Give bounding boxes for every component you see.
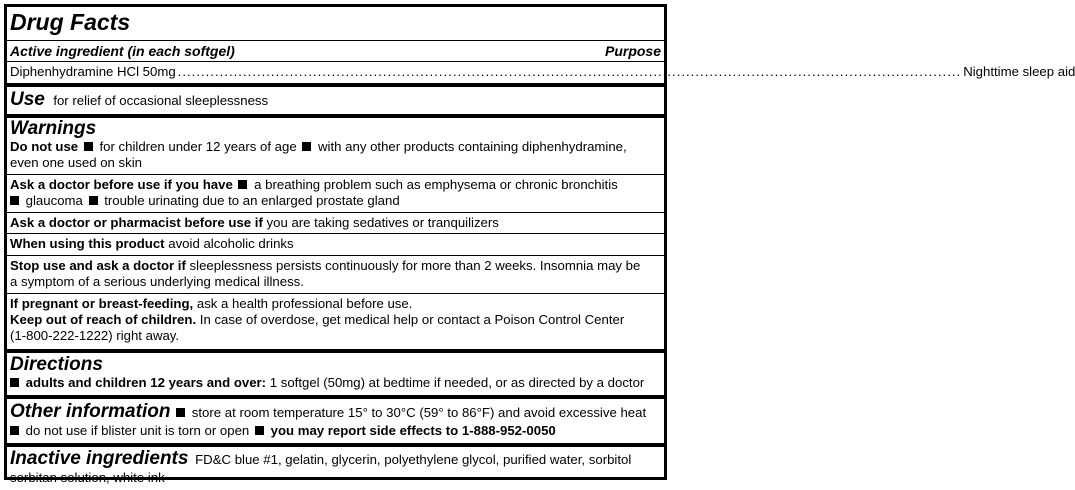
do-not-use-label: Do not use <box>10 139 79 154</box>
pregnant-text: ask a health professional before use. <box>196 296 413 311</box>
drug-facts-title-row <box>10 9 661 35</box>
stop-use-block <box>10 258 661 290</box>
active-ingredient-row <box>10 64 1075 80</box>
section-divider <box>7 349 664 353</box>
purpose-heading: Purpose <box>604 43 661 59</box>
directions-heading: Directions <box>10 354 103 375</box>
keep-out-text-cont: (1-800-222-1222) right away. <box>10 328 180 343</box>
ask-doctor-item: a breathing problem such as emphysema or chronic bronchitis <box>254 177 618 192</box>
ingredient-name: Diphenhydramine HCl 50mg <box>10 64 176 79</box>
directions-heading-row <box>10 354 661 376</box>
use-text: for relief of occasional sleeplessness <box>53 93 269 108</box>
directions-text: 1 softgel (50mg) at bedtime if needed, or as directed by a doctor <box>269 375 645 390</box>
bullet-icon <box>302 142 311 151</box>
directions-label: adults and children 12 years and over: <box>25 375 267 390</box>
other-info-heading: Other information <box>10 401 171 422</box>
do-not-use-item: with any other products containing diphenhydramine, <box>318 139 627 154</box>
title-divider <box>7 40 664 41</box>
inactive-text-cont: sorbitan solution, white ink <box>10 470 165 485</box>
warnings-divider <box>7 212 664 213</box>
dot-leader: ........................................................................................................................................................................ <box>177 64 962 79</box>
pregnant-block <box>10 296 661 344</box>
inactive-text: FD&C blue #1, gelatin, glycerin, polyethylene glycol, purified water, sorbitol <box>195 452 632 467</box>
warnings-heading: Warnings <box>10 118 97 139</box>
bullet-icon <box>10 196 19 205</box>
directions-block <box>10 375 661 391</box>
use-heading: Use <box>10 89 45 110</box>
active-ingredient-header <box>10 43 661 59</box>
do-not-use-item-cont: even one used on skin <box>10 155 142 170</box>
warnings-divider <box>7 255 664 256</box>
warnings-divider <box>7 174 664 175</box>
bullet-icon <box>84 142 93 151</box>
inactive-heading: Inactive ingredients <box>10 448 189 469</box>
ask-doctor-label: Ask a doctor before use if you have <box>10 177 233 192</box>
other-info-item: do not use if blister unit is torn or open <box>25 423 250 438</box>
bullet-icon <box>176 408 185 417</box>
ask-pharmacist-label: Ask a doctor or pharmacist before use if <box>10 215 263 230</box>
stop-use-text: sleeplessness persists continuously for more than 2 weeks. Insomnia may be <box>189 258 641 273</box>
ask-pharmacist-text: you are taking sedatives or tranquilizers <box>266 215 499 230</box>
ask-pharmacist-block <box>10 215 661 231</box>
keep-out-text: In case of overdose, get medical help or contact a Poison Control Center <box>199 312 625 327</box>
warnings-divider <box>7 293 664 294</box>
when-using-label: When using this product <box>10 236 165 251</box>
section-divider <box>7 83 664 87</box>
bullet-icon <box>255 426 264 435</box>
bullet-icon <box>10 378 19 387</box>
inactive-block <box>10 448 661 486</box>
ingredient-purpose: Nighttime sleep aid <box>963 64 1075 79</box>
do-not-use-block <box>10 139 661 171</box>
stop-use-text-cont: a symptom of a serious underlying medical illness. <box>10 274 304 289</box>
when-using-text: avoid alcoholic drinks <box>168 236 294 251</box>
active-divider <box>7 61 664 62</box>
stop-use-label: Stop use and ask a doctor if <box>10 258 186 273</box>
section-divider <box>7 395 664 399</box>
other-info-item: store at room temperature 15° to 30°C (59° to 86°F) and avoid excessive heat <box>191 405 647 420</box>
ask-doctor-item: trouble urinating due to an enlarged prostate gland <box>104 193 400 208</box>
ask-doctor-block <box>10 177 661 209</box>
other-info-item-bold: you may report side effects to 1-888-952-0050 <box>270 423 556 438</box>
warnings-divider <box>7 233 664 234</box>
keep-out-label: Keep out of reach of children. <box>10 312 197 327</box>
bullet-icon <box>10 426 19 435</box>
drug-facts-title: Drug Facts <box>10 9 131 35</box>
drug-facts-panel <box>4 4 1075 485</box>
ask-doctor-item: glaucoma <box>25 193 83 208</box>
bullet-icon <box>238 180 247 189</box>
other-info-block <box>10 401 661 439</box>
use-section <box>10 89 661 111</box>
when-using-block <box>10 236 661 252</box>
bullet-icon <box>89 196 98 205</box>
section-divider <box>7 443 664 447</box>
do-not-use-item: for children under 12 years of age <box>99 139 297 154</box>
pregnant-label: If pregnant or breast-feeding, <box>10 296 194 311</box>
active-ingredient-heading: Active ingredient (in each softgel) <box>10 43 235 59</box>
warnings-heading-row <box>10 118 661 140</box>
